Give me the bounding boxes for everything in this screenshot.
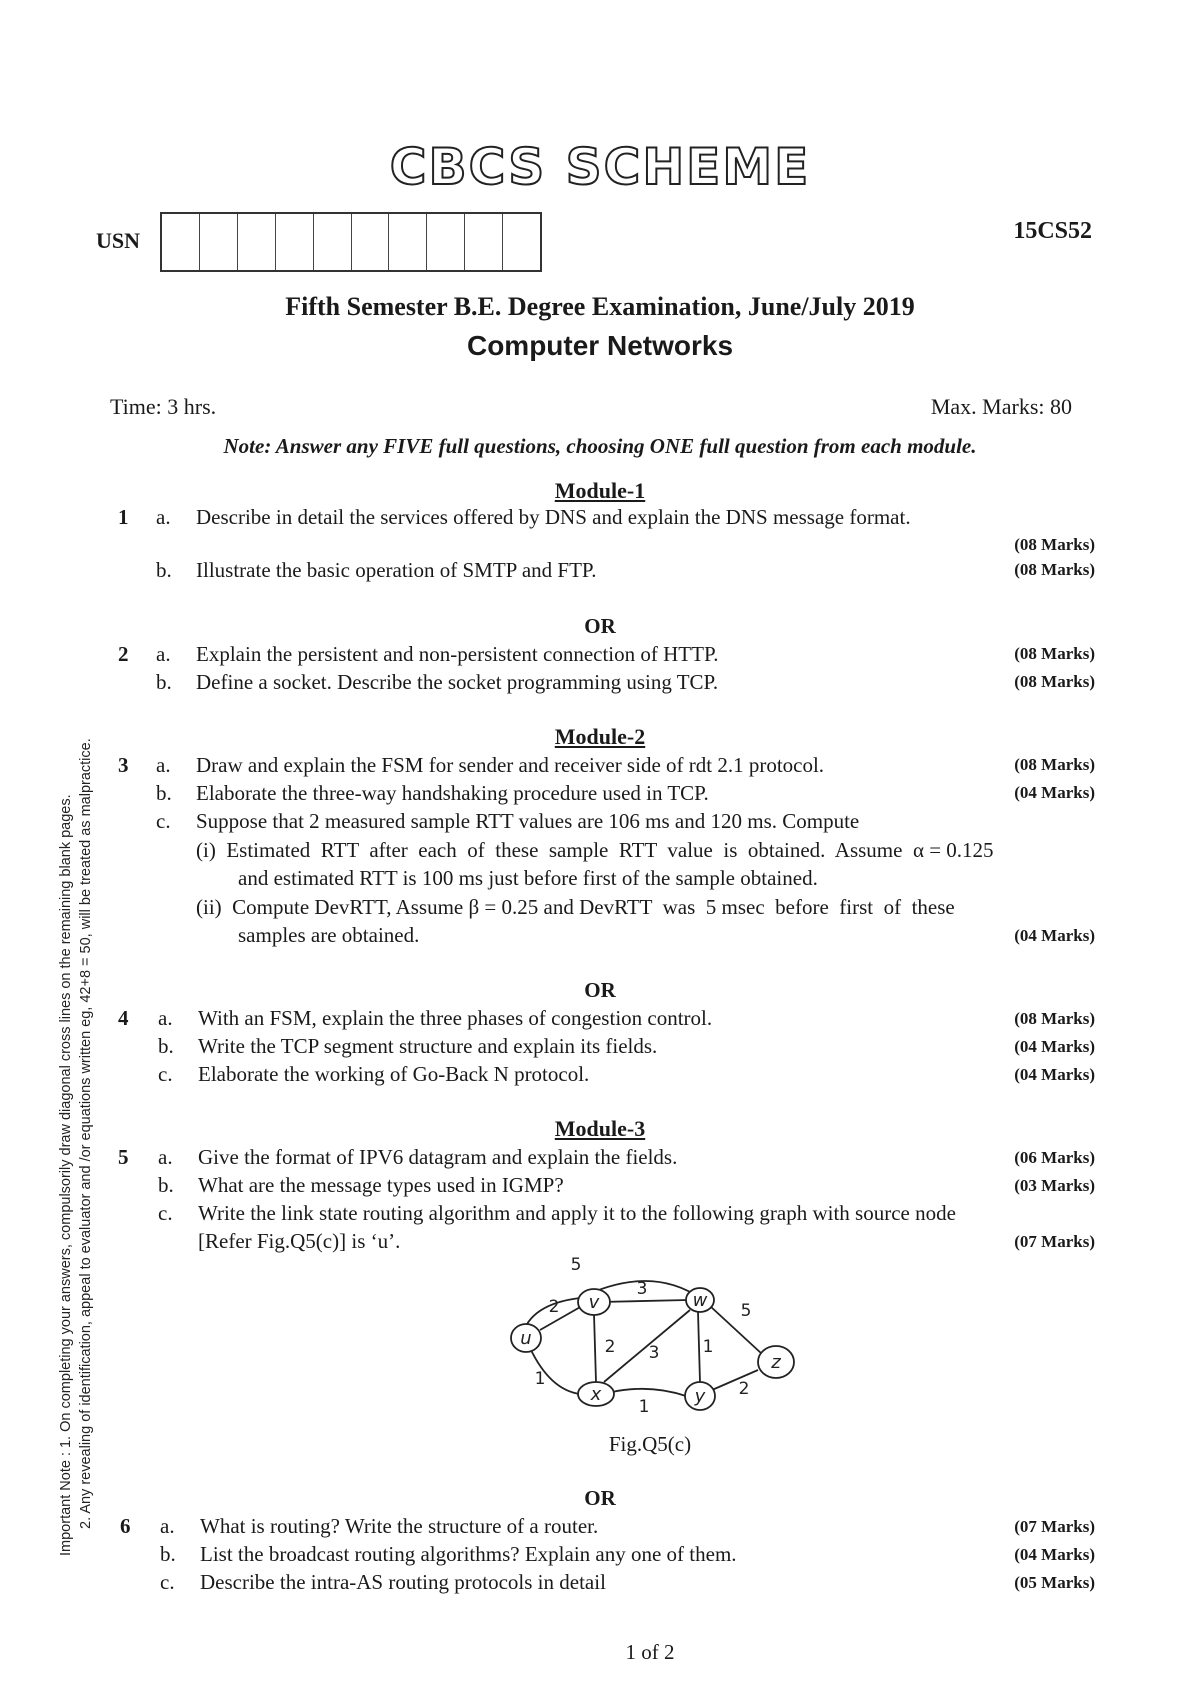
weight-y-z: 2: [738, 1379, 750, 1399]
marks: (07 Marks): [1014, 1232, 1095, 1251]
question-text-cont: [Refer Fig.Q5(c)] is ‘u’.: [198, 1229, 401, 1253]
subject-code: 15CS52: [1013, 218, 1092, 244]
node-y-label: y: [694, 1386, 706, 1407]
page-number: 1 of 2: [625, 1640, 675, 1664]
or-separator: OR: [584, 614, 616, 638]
marks: (08 Marks): [1014, 644, 1095, 663]
module-2-heading: Module-2: [554, 724, 646, 749]
question-text: Explain the persistent and non-persistent connection of HTTP.: [196, 642, 719, 666]
question-number: 4: [118, 1006, 129, 1030]
node-w-label: w: [692, 1290, 708, 1311]
usn-boxes: [160, 212, 542, 272]
usn-cell: [465, 214, 503, 270]
node-u-label: u: [520, 1328, 532, 1349]
edge-x-w: [604, 1310, 690, 1382]
part-label: c.: [160, 1570, 175, 1594]
marks: (04 Marks): [1014, 1545, 1095, 1564]
usn-label: USN: [96, 228, 141, 253]
edge-v-w: [600, 1300, 688, 1302]
marks: (08 Marks): [1014, 1009, 1095, 1028]
node-z-label: z: [771, 1352, 781, 1373]
part-label: a.: [156, 505, 171, 529]
part-label: b.: [156, 781, 172, 805]
question-text: Describe the intra-AS routing protocols in detail: [200, 1570, 606, 1594]
marks: (05 Marks): [1014, 1573, 1095, 1592]
usn-cell: [503, 214, 540, 270]
part-label: a.: [158, 1145, 173, 1169]
part-label: b.: [156, 670, 172, 694]
question-number: 6: [120, 1514, 131, 1538]
node-v-label: v: [588, 1292, 600, 1313]
question-text: Elaborate the three-way handshaking procedure used in TCP.: [196, 781, 709, 805]
question-text: Describe in detail the services offered by DNS and explain the DNS message format.: [196, 505, 911, 529]
part-label: b.: [158, 1173, 174, 1197]
marks: (04 Marks): [1014, 926, 1095, 945]
usn-cell: [162, 214, 200, 270]
part-label: c.: [158, 1062, 173, 1086]
question-number: 2: [118, 642, 129, 666]
question-text: Write the TCP segment structure and explain its fields.: [198, 1034, 658, 1058]
module-1-heading: Module-1: [554, 478, 646, 503]
edge-x-y: [612, 1389, 686, 1396]
part-label: a.: [160, 1514, 175, 1538]
instruction-note: Note: Answer any FIVE full questions, choosing ONE full question from each module.: [223, 434, 977, 458]
edge-u-v: [540, 1306, 582, 1330]
question-text: List the broadcast routing algorithms? Explain any one of them.: [200, 1542, 737, 1566]
part-label: c.: [156, 809, 171, 833]
question-number: 1: [118, 505, 129, 529]
subject-title: Computer Networks: [466, 330, 734, 361]
subquestion-ii-cont: samples are obtained.: [238, 923, 420, 947]
question-text: Write the link state routing algorithm and apply it to the following graph with source node: [198, 1201, 956, 1225]
question-text: Elaborate the working of Go-Back N protocol.: [198, 1062, 590, 1086]
question-text: Define a socket. Describe the socket programming using TCP.: [196, 670, 719, 694]
marks: (08 Marks): [1014, 755, 1095, 774]
weight-x-y: 1: [638, 1397, 650, 1417]
edge-w-z: [710, 1306, 762, 1354]
weight-u-w: 5: [570, 1255, 582, 1275]
node-x-label: x: [590, 1384, 602, 1405]
weight-x-w: 3: [648, 1343, 660, 1363]
marks: (08 Marks): [1014, 535, 1095, 554]
time-allowed: Time: 3 hrs.: [110, 394, 217, 419]
weight-v-w: 3: [636, 1279, 648, 1299]
question-text: Illustrate the basic operation of SMTP and FTP.: [196, 558, 597, 582]
usn-cell: [238, 214, 276, 270]
module-3-heading: Module-3: [554, 1116, 646, 1141]
subquestion-i: (i) Estimated RTT after each of these sample RTT value is obtained. Assume α = 0.125: [196, 838, 994, 862]
part-label: a.: [158, 1006, 173, 1030]
marks: (07 Marks): [1014, 1517, 1095, 1536]
marks: (08 Marks): [1014, 672, 1095, 691]
question-text: What is routing? Write the structure of a router.: [200, 1514, 599, 1538]
question-text: Give the format of IPV6 datagram and explain the fields.: [198, 1145, 678, 1169]
subquestion-i-cont: and estimated RTT is 100 ms just before first of the sample obtained.: [238, 866, 818, 890]
question-text: With an FSM, explain the three phases of congestion control.: [198, 1006, 713, 1030]
usn-cell: [276, 214, 314, 270]
or-separator: OR: [584, 978, 616, 1002]
figure-caption: Fig.Q5(c): [608, 1432, 692, 1456]
weight-v-x: 2: [604, 1337, 616, 1357]
question-text: Draw and explain the FSM for sender and receiver side of rdt 2.1 protocol.: [196, 753, 825, 777]
subquestion-ii: (ii) Compute DevRTT, Assume β = 0.25 and DevRTT was 5 msec before first of these: [196, 895, 955, 919]
marks: (04 Marks): [1014, 1037, 1095, 1056]
max-marks: Max. Marks: 80: [930, 394, 1072, 419]
usn-cell: [427, 214, 465, 270]
question-text: Suppose that 2 measured sample RTT values are 106 ms and 120 ms. Compute: [196, 809, 860, 833]
weight-w-z: 5: [740, 1301, 752, 1321]
usn-cell: [352, 214, 390, 270]
usn-cell: [314, 214, 352, 270]
question-text: What are the message types used in IGMP?: [198, 1173, 564, 1197]
part-label: c.: [158, 1201, 173, 1225]
usn-cell: [200, 214, 238, 270]
part-label: b.: [156, 558, 172, 582]
question-number: 5: [118, 1145, 129, 1169]
edge-y-z: [712, 1370, 758, 1390]
scheme-title: CBCS SCHEME: [389, 138, 811, 196]
weight-w-y: 1: [702, 1337, 714, 1357]
or-separator: OR: [584, 1486, 616, 1510]
side-note-line2: 2. Any revealing of identification, appeal to evaluator and /or equations written eg, 42+8 = 50, will be treated as malpractice.: [78, 738, 94, 1529]
side-note-line1: Important Note : 1. On completing your answers, compulsorily draw diagonal cross lines on the remaining blank pages.: [58, 794, 74, 1556]
marks: (03 Marks): [1014, 1176, 1095, 1195]
usn-cell: [389, 214, 427, 270]
edge-w-y: [698, 1312, 700, 1382]
marks: (04 Marks): [1014, 1065, 1095, 1084]
weight-u-x: 1: [534, 1369, 546, 1389]
network-graph: [500, 1254, 820, 1424]
part-label: b.: [158, 1034, 174, 1058]
part-label: b.: [160, 1542, 176, 1566]
marks: (06 Marks): [1014, 1148, 1095, 1167]
exam-title: Fifth Semester B.E. Degree Examination, June/July 2019: [285, 292, 915, 321]
question-number: 3: [118, 753, 129, 777]
marks: (08 Marks): [1014, 560, 1095, 579]
part-label: a.: [156, 642, 171, 666]
marks: (04 Marks): [1014, 783, 1095, 802]
edge-v-x: [594, 1314, 596, 1382]
part-label: a.: [156, 753, 171, 777]
weight-u-v: 2: [548, 1297, 560, 1317]
